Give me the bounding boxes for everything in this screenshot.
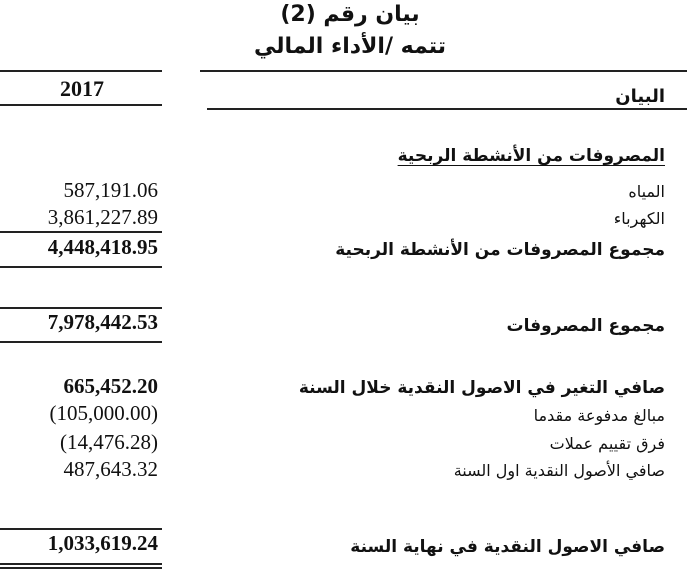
prepaid-value: (105,000.00) <box>49 401 158 425</box>
year-rule <box>0 104 162 106</box>
expenses-total-rule-bottom <box>0 341 162 343</box>
water-label: المياه <box>628 182 665 201</box>
opening-balance-label: صافي الأصول النقدية اول السنة <box>453 461 665 480</box>
header-rule-left <box>0 70 162 72</box>
net-change-label: صافي التغير في الاصول النقدية خلال السنة <box>298 378 665 398</box>
expenses-total-value: 7,978,442.53 <box>47 310 158 334</box>
profit-total-label: مجموع المصروفات من الأنشطة الربحية <box>335 240 665 260</box>
profit-total-value: 4,448,418.95 <box>47 235 158 259</box>
electricity-value: 3,861,227.89 <box>47 205 158 229</box>
fx-label: فرق تقييم عملات <box>549 434 665 453</box>
closing-rule-top <box>0 528 162 530</box>
profit-total-rule-bottom <box>0 266 162 268</box>
statement-title: بيان رقم (2) <box>280 2 420 27</box>
column-header-label: البيان <box>615 86 665 107</box>
net-change-value: 665,452.20 <box>63 374 158 398</box>
statement-subtitle: تتمه /الأداء المالي <box>253 34 447 59</box>
electricity-label: الكهرباء <box>613 209 665 228</box>
closing-rule-bottom-2 <box>0 567 162 569</box>
year-header: 2017 <box>60 76 104 101</box>
column-header-rule <box>207 108 687 110</box>
prepaid-label: مبالغ مدفوعة مقدما <box>533 406 665 425</box>
fx-value: (14,476.28) <box>60 430 158 454</box>
expenses-total-rule-top <box>0 307 162 309</box>
profit-expenses-heading: المصروفات من الأنشطة الربحية <box>397 146 665 166</box>
water-value: 587,191.06 <box>63 178 158 202</box>
opening-balance-value: 487,643.32 <box>63 457 158 481</box>
closing-balance-value: 1,033,619.24 <box>47 531 158 555</box>
profit-total-rule-top <box>0 231 162 233</box>
header-rule-right <box>200 70 687 72</box>
closing-balance-label: صافي الاصول النقدية في نهاية السنة <box>350 537 665 557</box>
closing-rule-bottom-1 <box>0 563 162 565</box>
expenses-total-label: مجموع المصروفات <box>506 316 665 336</box>
